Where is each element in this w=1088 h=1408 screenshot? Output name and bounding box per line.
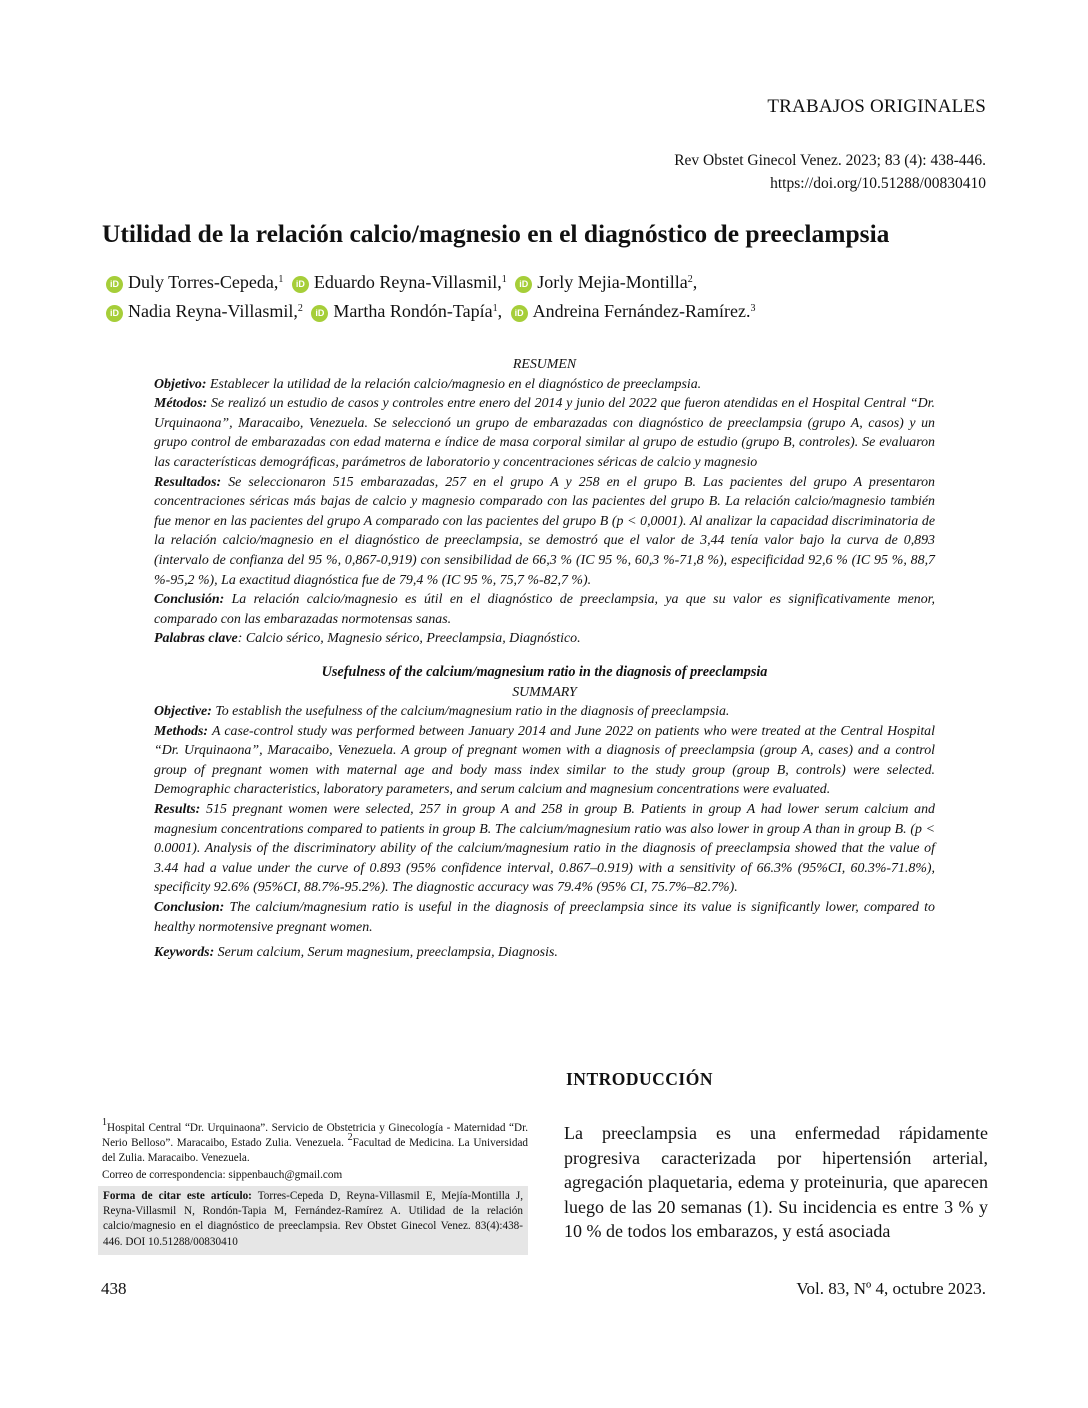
journal-citation (674, 149, 986, 195)
objetivo-label: Objetivo: (154, 376, 207, 392)
author-affiliation: 1 (501, 274, 507, 285)
author-item[interactable] (106, 268, 283, 297)
author-affiliation: 2 (687, 274, 693, 285)
metodos-label: Métodos: (154, 396, 208, 412)
author-item[interactable] (515, 268, 697, 297)
results-label: Results: (154, 802, 201, 818)
objective-text: To establish the usefulness of the calcium/magnesium ratio in the diagnosis of preeclampsia. (211, 704, 730, 720)
orcid-icon[interactable]: iD (515, 276, 532, 293)
english-title: Usefulness of the calcium/magnesium ratio in the diagnosis of preeclampsia (321, 663, 768, 680)
correspondence-email[interactable]: Correo de correspondencia: sippenbauch@gmail.com (102, 1168, 343, 1181)
author-affiliation: 3 (750, 303, 756, 314)
orcid-icon[interactable]: iD (311, 305, 328, 322)
conclusion-text-en: The calcium/magnesium ratio is useful in the diagnosis of preeclampsia since its value is significantly lower, compared to healthy normotensive pregnant women. (154, 900, 935, 935)
cite-label: Forma de citar este artículo: (103, 1190, 252, 1202)
intro-paragraph: La preeclampsia es una enfermedad rápidamente progresiva caracterizada por hipertensión arterial, agregación plaquetaria, edema y proteinuria, que aparecen luego de las 20 semanas (1). Su incidencia es entre 3 % y 10 % de todos los embarazos, y está asociada (564, 1123, 988, 1241)
resumen-conclusion (154, 590, 935, 629)
summary-conclusion (154, 898, 935, 937)
conclusion-text: La relación calcio/magnesio es útil en el diagnóstico de preeclampsia, ya que su valor es significativamente menor, comparado con las embarazadas normotensas sanas. (154, 592, 935, 627)
conclusion-label-en: Conclusion: (154, 900, 225, 916)
affiliation-2: Facultad de Medicina. La Universidad del Zulia. Maracaibo. Venezuela. (102, 1137, 529, 1165)
orcid-icon[interactable]: iD (511, 305, 528, 322)
author-name: Andreina Fernández-Ramírez. (532, 301, 751, 321)
conclusion-label: Conclusión: (154, 592, 225, 608)
keywords-text: : Calcio sérico, Magnesio sérico, Preeclampsia, Diagnóstico. (237, 631, 581, 647)
author-affiliation: 2 (297, 303, 303, 314)
summary-results (154, 800, 935, 898)
affil-sup-2: 2 (347, 1132, 353, 1144)
author-affiliation: 1 (492, 303, 498, 314)
author-name: Nadia Reyna-Villasmil, (128, 301, 298, 321)
keywords-label-en: Keywords: (154, 945, 215, 961)
results-text: 515 pregnant women were selected, 257 in group A and 258 in group B. Patients in group A had lower serum calcium and magnesium concentrations compared to patients in group B. The calcium/magnesium ratio was also lower in group A than in group B. (p < 0.0001). Analysis of the discriminatory ability of the calcium/magnesium ratio in the diagnosis of preeclampsia showed that the value of 3.44 had a value under the curve of 0.893 (95% confidence interval, 0.867–0.919) with a sensitivity of 66.3% (95%CI, 60.3%-71.8%), specificity 92.6% (95%CI, 88.7%-95.2%). The diagnostic accuracy was 79.4% (95% CI, 75.7%–82.7%). (154, 802, 935, 896)
orcid-icon[interactable]: iD (106, 276, 123, 293)
resultados-text: Se seleccionaron 515 embarazadas, 257 en el grupo A y 258 en el grupo B. Las pacientes del grupo A presentaron concentraciones séricas más bajas de calcio y magnesio comparado con las pacientes del grupo B. La relación calcio/magnesio también fue menor en las pacientes del grupo A comparado con las pacientes del grupo B (p < 0,0001). Al analizar la capacidad discriminatoria de la relación calcio/magnesio en el diagnóstico de preeclampsia, se demostró que el valor de 3,44 tenía valor bajo la curva de 0,893 (intervalo de confianza del 95 %, 0,867-0,919) con sensibilidad de 66,3 % (IC 95 %, 60,3 %-71,8 %), especificidad 92,6 % (IC 95 %, 88,7 %-95,2 %), La exactitud diagnóstica fue de 79,4 % (IC 95 %, 75,7 %-82,7 %). (154, 474, 935, 588)
summary-methods (154, 722, 935, 800)
resumen-resultados (154, 473, 935, 591)
author-separator: , (692, 272, 698, 292)
resumen-keywords (154, 629, 935, 649)
keywords-label: Palabras clave (154, 631, 238, 647)
author-separator: , (497, 301, 503, 321)
volume-info: Vol. 83, Nº 4, octubre 2023. (796, 1279, 986, 1298)
author-affiliation: 1 (278, 274, 284, 285)
author-name: Jorly Mejia-Montilla (537, 272, 688, 292)
author-item[interactable] (292, 268, 507, 297)
how-to-cite-box (98, 1186, 528, 1255)
objetivo-text: Establecer la utilidad de la relación calcio/magnesio en el diagnóstico de preeclampsia. (206, 376, 702, 392)
orcid-icon[interactable]: iD (106, 305, 123, 322)
author-name: Duly Torres-Cepeda, (128, 272, 279, 292)
orcid-icon[interactable]: iD (292, 276, 309, 293)
summary-keywords (154, 943, 935, 963)
citation-line: Rev Obstet Ginecol Venez. 2023; 83 (4): 438-446. (674, 152, 986, 169)
intro-heading: INTRODUCCIÓN (566, 1069, 713, 1089)
author-item[interactable] (311, 297, 502, 326)
summary-objective (154, 702, 935, 722)
resultados-label: Resultados: (154, 474, 222, 490)
author-item[interactable] (511, 297, 756, 326)
methods-label: Methods: (154, 723, 209, 739)
doi-link[interactable]: https://doi.org/10.51288/00830410 (770, 175, 986, 192)
abstract-block (154, 355, 935, 963)
resumen-objetivo (154, 375, 935, 395)
cite-text: Torres-Cepeda D, Reyna-Villasmil E, Mejía-Montilla J, Reyna-Villasmil N, Rondón-Tapia M, Fernández-Ramírez A. Utilidad de la relación calcio/magnesio en el diagnóstico de preeclampsia. Rev Obstet Ginecol Venez. 83(4):438-446. DOI 10.51288/00830410 (103, 1190, 523, 1248)
affiliations (102, 1117, 529, 1167)
section-label: TRABAJOS ORIGINALES (767, 96, 986, 117)
metodos-text: Se realizó un estudio de casos y controles entre enero del 2014 y junio del 2022 que fueron atendidas en el Hospital Central “Dr. Urquinaona”, Maracaibo, Venezuela. Se seleccionó un grupo de embarazadas con diagnóstico de preeclampsia (grupo A, casos) y un grupo control de embarazadas con edad materna e índice de masa corporal similar al grupo de estudio (grupo B, controles). Se evaluaron las características demográficas, parámetros de laboratorio y concentraciones séricas de calcio y magnesio (154, 396, 935, 470)
methods-text: A case-control study was performed between January 2014 and June 2022 on patients who were treated at the Central Hospital “Dr. Urquinaona”, Maracaibo, Venezuela. A group of pregnant women with a diagnosis of preeclampsia (group A, cases) and a control group of pregnant women with maternal age and body mass index similar to the study group (group B, controls) were selected. Demographic characteristics, laboratory parameters, and serum calcium and magnesium concentrations were evaluated. (154, 723, 935, 798)
resumen-metodos (154, 394, 935, 472)
article-title: Utilidad de la relación calcio/magnesio en el diagnóstico de preeclampsia (102, 219, 890, 248)
affiliation-1: Hospital Central “Dr. Urquinaona”. Servicio de Obstetricia y Ginecología - Maternidad “Dr. Nerio Belloso”. Maracaibo, Estado Zulia. Venezuela. (102, 1122, 528, 1150)
affil-sup-1: 1 (102, 1117, 107, 1128)
resumen-heading: RESUMEN (512, 357, 577, 372)
page-number: 438 (101, 1279, 127, 1298)
affiliations-footnote (102, 1117, 529, 1183)
author-list (106, 268, 986, 326)
keywords-text-en: Serum calcium, Serum magnesium, preeclampsia, Diagnosis. (214, 945, 558, 961)
author-item[interactable] (106, 297, 303, 326)
author-name: Martha Rondón-Tapía (333, 301, 493, 321)
objective-label: Objective: (154, 704, 212, 720)
author-name: Eduardo Reyna-Villasmil, (313, 272, 502, 292)
summary-heading: SUMMARY (512, 684, 577, 700)
